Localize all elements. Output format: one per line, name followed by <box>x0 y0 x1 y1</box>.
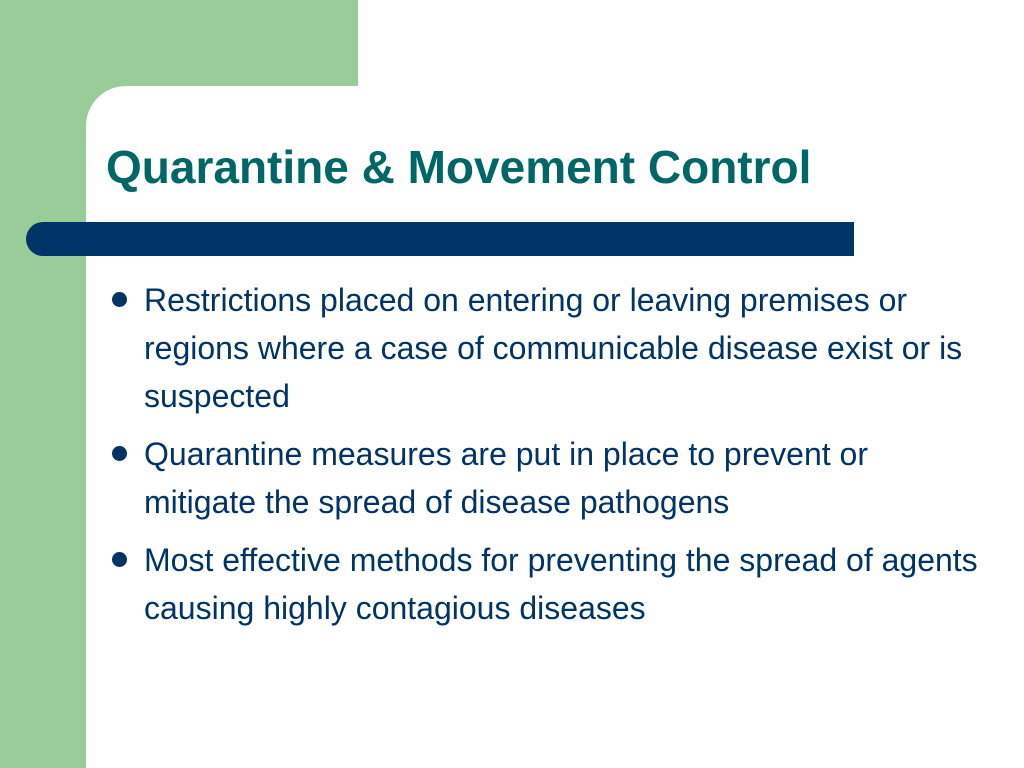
bullet-dot-icon <box>112 292 127 307</box>
bullet-list <box>106 276 986 642</box>
bullet-dot-icon <box>112 446 127 461</box>
bullet-text: Most effective methods for preventing the spread of agents causing highly contagious diseases <box>144 542 978 626</box>
bullet-text: Restrictions placed on entering or leaving premises or regions where a case of communicable disease exist or is suspected <box>144 282 963 414</box>
slide-title: Quarantine & Movement Control <box>106 141 812 193</box>
bullet-item <box>106 276 986 420</box>
bullet-item <box>106 536 986 632</box>
bullet-item <box>106 430 986 526</box>
bullet-text: Quarantine measures are put in place to prevent or mitigate the spread of disease pathogens <box>144 436 868 520</box>
bullet-dot-icon <box>112 552 127 567</box>
title-underline-bar <box>26 222 854 256</box>
